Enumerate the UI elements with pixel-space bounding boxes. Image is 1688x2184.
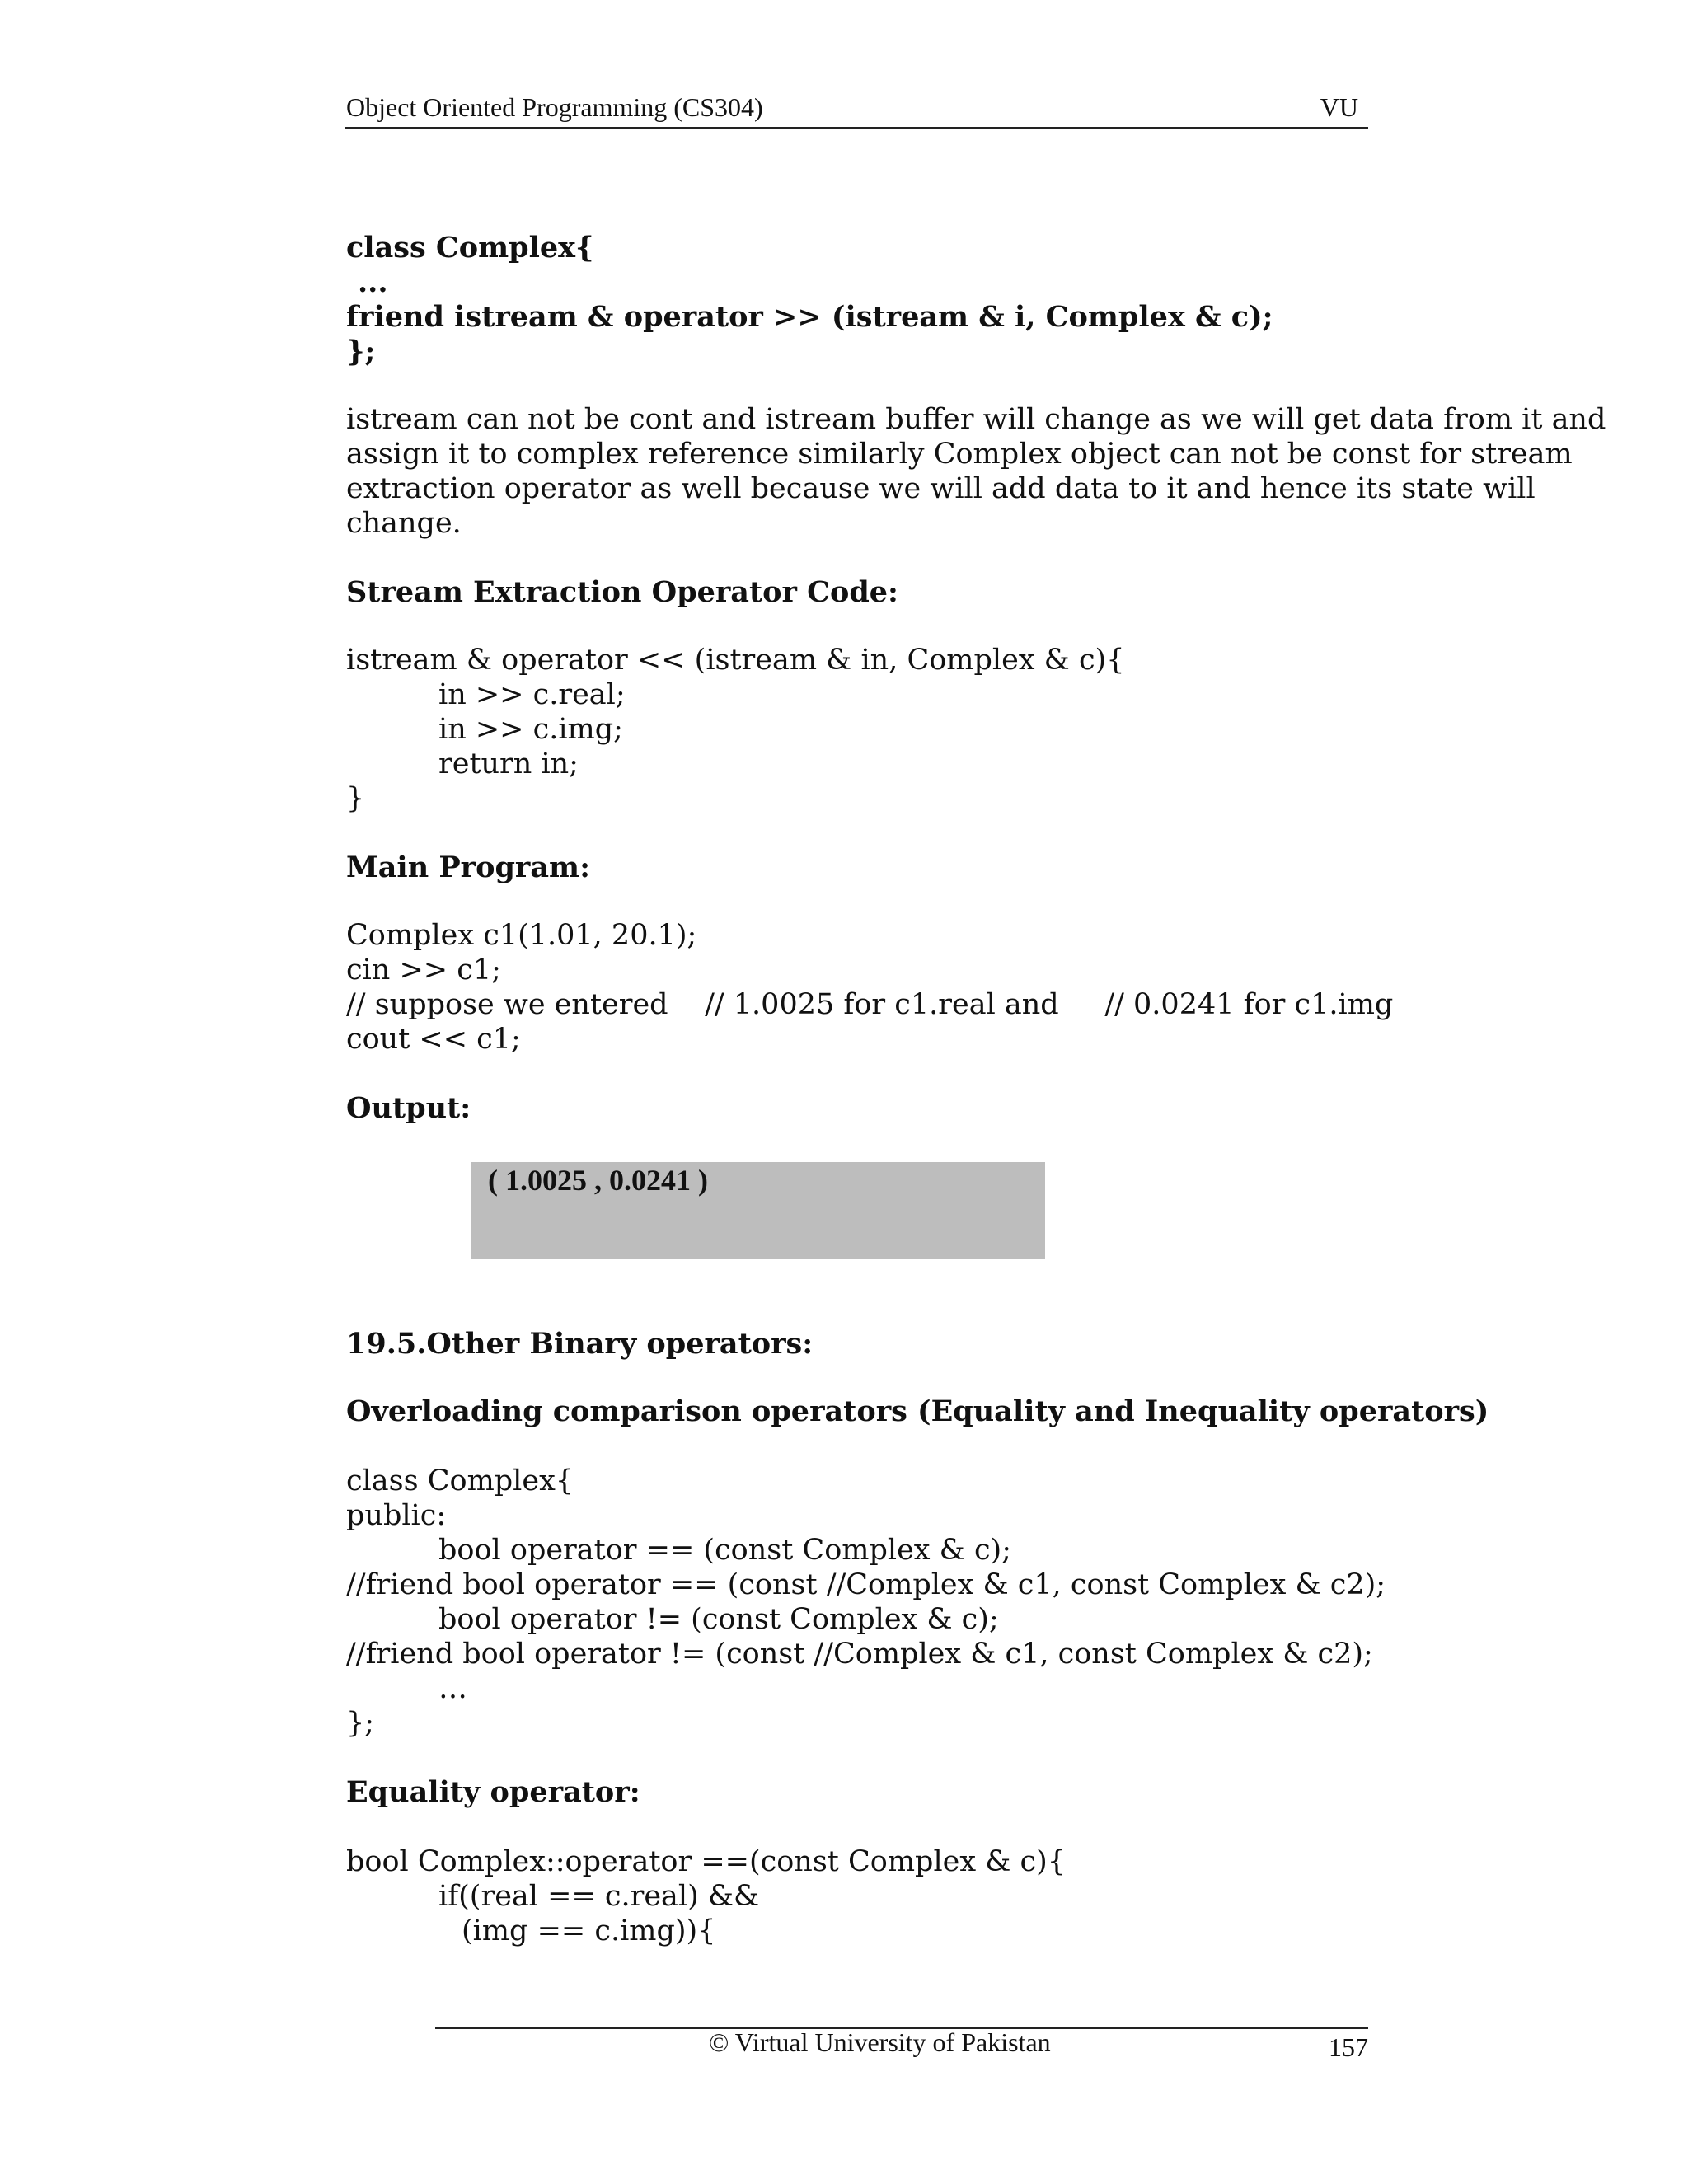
- code-line: istream & operator << (istream & in, Complex & c){: [346, 644, 1125, 677]
- code-line: bool Complex::operator ==(const Complex & c){: [346, 1845, 1067, 1878]
- page-header: [345, 89, 1368, 129]
- code-line: //friend bool operator == (const //Complex & c1, const Complex & c2);: [346, 1568, 1386, 1601]
- paragraph-line: assign it to complex reference similarly Complex object can not be const for stream: [346, 438, 1573, 471]
- code-line: ...: [358, 265, 388, 299]
- code-line: };: [346, 335, 376, 368]
- section-heading: Output:: [346, 1091, 471, 1125]
- output-value: ( 1.0025 , 0.0241 ): [488, 1164, 708, 1197]
- code-line: friend istream & operator >> (istream & i, Complex & c);: [346, 300, 1273, 334]
- code-line: class Complex{: [346, 231, 594, 265]
- page-number: 157: [1329, 2032, 1368, 2062]
- course-title: Object Oriented Programming (CS304): [346, 92, 763, 122]
- section-heading: Main Program:: [346, 851, 590, 884]
- code-line: if((real == c.real) &&: [438, 1880, 760, 1913]
- code-line: (img == c.img)){: [462, 1915, 716, 1947]
- code-line: }: [346, 782, 365, 815]
- code-line: bool operator != (const Complex & c);: [438, 1603, 999, 1636]
- code-line: Complex c1(1.01, 20.1);: [346, 919, 697, 952]
- code-line: bool operator == (const Complex & c);: [438, 1534, 1011, 1567]
- code-line: in >> c.img;: [438, 713, 623, 746]
- output-box: [471, 1162, 1045, 1259]
- paragraph-line: extraction operator as well because we will add data to it and hence its state will: [346, 472, 1536, 505]
- subsection-heading: Overloading comparison operators (Equality and Inequality operators): [346, 1394, 1489, 1428]
- section-heading: 19.5.Other Binary operators:: [346, 1327, 814, 1361]
- footer-copyright: © Virtual University of Pakistan: [709, 2027, 1051, 2057]
- code-line: cin >> c1;: [346, 954, 501, 987]
- code-line: };: [346, 1707, 375, 1740]
- paragraph-line: istream can not be cont and istream buffer will change as we will get data from it and: [346, 403, 1606, 436]
- code-line: return in;: [438, 748, 579, 780]
- code-line: //friend bool operator != (const //Complex & c1, const Complex & c2);: [346, 1638, 1373, 1671]
- code-line: in >> c.real;: [438, 678, 626, 711]
- code-line: // suppose we entered // 1.0025 for c1.real and // 0.0241 for c1.img: [346, 988, 1394, 1021]
- section-heading: Stream Extraction Operator Code:: [346, 575, 898, 609]
- university-abbrev: VU: [1320, 92, 1358, 122]
- code-line: …: [438, 1672, 467, 1705]
- paragraph-line: change.: [346, 507, 462, 540]
- section-heading: Equality operator:: [346, 1775, 640, 1809]
- code-line: class Complex{: [346, 1465, 574, 1497]
- code-line: cout << c1;: [346, 1023, 521, 1056]
- code-line: public:: [346, 1499, 447, 1532]
